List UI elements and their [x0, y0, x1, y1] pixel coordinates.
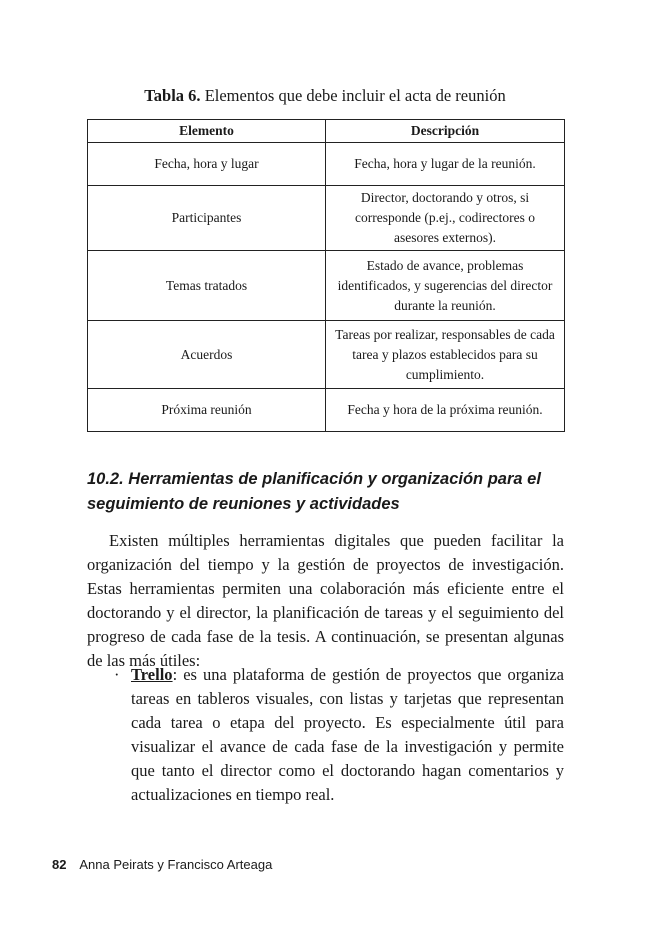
bullet-item-trello	[131, 663, 564, 807]
row-description-cell: Estado de avance, problemas identificados, y sugerencias del director durante la reunión.	[326, 251, 565, 321]
row-description-cell: Fecha y hora de la próxima reunión.	[326, 389, 565, 432]
row-description-cell: Fecha, hora y lugar de la reunión.	[326, 143, 565, 186]
bullet-term: Trello	[131, 665, 173, 684]
page-number: 82	[52, 857, 67, 872]
body-paragraph: Existen múltiples herramientas digitales que pueden facilitar la organización del tiempo y la gestión de proyectos de investigación. Estas herramientas permiten una colaboración más eficiente entre el doctorando y el director, la planificación de tareas y el seguimiento del progreso de cada fase de la tesis. A continuación, se presentan algunas de las más útiles:	[87, 531, 564, 670]
page-footer	[52, 857, 272, 872]
table-caption-text: Elementos que debe incluir el acta de reunión	[204, 86, 506, 105]
row-element-cell: Participantes	[88, 186, 326, 251]
table-row	[88, 389, 565, 432]
column-header-description: Descripción	[326, 120, 565, 143]
row-description-cell: Director, doctorando y otros, si corresponde (p.ej., codirectores o asesores externos).	[326, 186, 565, 251]
column-header-element: Elemento	[88, 120, 326, 143]
meeting-minutes-table	[87, 119, 565, 432]
table-row	[88, 186, 565, 251]
table-caption	[0, 86, 650, 106]
row-element-cell: Próxima reunión	[88, 389, 326, 432]
footer-authors: Anna Peirats y Francisco Arteaga	[79, 857, 273, 872]
bullet-marker: ·	[114, 665, 120, 684]
row-description-cell: Tareas por realizar, responsables de cada tarea y plazos establecidos para su cumplimiento.	[326, 321, 565, 389]
table-row	[88, 321, 565, 389]
table-caption-label: Tabla 6.	[144, 86, 201, 105]
table-row	[88, 143, 565, 186]
table-row	[88, 251, 565, 321]
row-element-cell: Temas tratados	[88, 251, 326, 321]
row-element-cell: Fecha, hora y lugar	[88, 143, 326, 186]
row-element-cell: Acuerdos	[88, 321, 326, 389]
bullet-text: : es una plataforma de gestión de proyectos que organiza tareas en tableros visuales, con listas y tarjetas que representan cada tarea o etapa del proyecto. Es especialmente útil para visualizar el avance de cada fase de la investigación y permite que tanto el director como el doctorando hagan comentarios y actualizaciones en tiempo real.	[131, 665, 564, 804]
table-header-row	[88, 120, 565, 143]
section-heading: 10.2. Herramientas de planificación y organización para el seguimiento de reuniones y actividades	[87, 470, 541, 513]
